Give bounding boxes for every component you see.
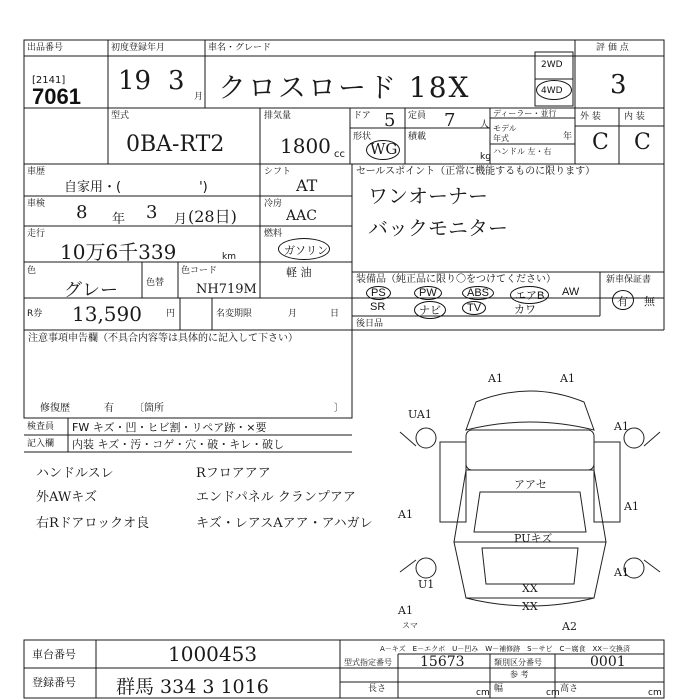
later-items-label: 後日品 — [356, 319, 384, 329]
remark-2: Rフロアアア — [196, 466, 271, 481]
drive-4wd: 4WD — [541, 86, 563, 96]
model-value: 0BA-RT2 — [126, 132, 225, 157]
lot-code: [2141] — [32, 75, 66, 86]
lot-number: 7061 — [32, 84, 81, 109]
diagram-label-a1-left-mid: A1 — [398, 508, 413, 521]
checker-row-1: FW キズ・凹・ヒビ割・リペア跡・×要 — [72, 421, 267, 434]
shift-value: AT — [296, 176, 318, 195]
repair-history-label: 修復歴 — [40, 403, 70, 414]
diagram-label-ua1: UA1 — [408, 408, 432, 421]
height-unit: cm — [648, 688, 662, 698]
inspection-day: (28日) — [188, 207, 237, 226]
mileage-label: 走行 — [27, 229, 46, 239]
capacity-unit: 人 — [480, 120, 490, 130]
remark-5: 右Rドアロックオ良 — [36, 516, 150, 531]
shape-value: WG — [370, 140, 398, 158]
equipment-label: 装備品（純正品に限り〇をつけてください） — [356, 274, 556, 285]
drive-2wd: 2WD — [541, 60, 563, 70]
record-label: 記入欄 — [27, 439, 55, 449]
selling-point-2: バックモニター — [368, 216, 508, 240]
diagram-label-a1-bottom-left: A1 — [398, 604, 413, 617]
diagram-label-a1-right-lower: A1 — [614, 566, 629, 579]
first-reg-label: 初度登録年月 — [111, 43, 166, 53]
model-year-label: モデル年式 — [493, 124, 517, 143]
first-reg-month-suffix: 月 — [194, 92, 204, 102]
model-spec-value: 15673 — [420, 654, 465, 670]
equipment-item: ナビ — [414, 301, 446, 319]
displacement-value: 1800 — [280, 134, 331, 158]
equipment-item: PW — [414, 286, 442, 300]
model-year-char: 年 — [563, 132, 573, 142]
diagram-label-bumper: スマ — [402, 621, 418, 630]
handle-label: ハンドル 左・右 — [493, 147, 552, 156]
chassis-value: 1000453 — [168, 642, 258, 666]
car-name-label: 車名・グレード — [208, 43, 272, 53]
repair-history-value: 有 — [104, 403, 114, 414]
selling-point-1: ワンオーナー — [368, 184, 488, 208]
diagram-label-a1-right-upper: A1 — [614, 420, 629, 433]
mileage-value: 10万6千339 — [60, 240, 177, 264]
equipment-row-1 — [360, 286, 600, 300]
warranty-yes: 有 — [617, 295, 628, 308]
inspection-month-char: 月 — [174, 212, 188, 227]
shift-label: シフト — [264, 167, 292, 177]
first-reg-year: 19 — [118, 66, 152, 96]
equipment-row-2 — [360, 301, 600, 315]
diagram-label-xx-1: XX — [522, 582, 538, 595]
name-change-label: 名変期限 — [216, 309, 253, 319]
displacement-label: 排気量 — [264, 111, 292, 121]
inspection-month: 3 — [146, 202, 158, 223]
warranty-no: 無 — [644, 295, 655, 308]
color-value: グレー — [64, 280, 118, 301]
equipment-item: カワ — [514, 304, 536, 316]
equipment-item: TV — [462, 301, 486, 315]
diagram-label-roof: アアセ — [514, 478, 547, 491]
color-code-label: 色コード — [181, 266, 218, 276]
color-change-label: 色替 — [146, 278, 165, 288]
damage-legend: A－キズ E－エクボ U－凹み W－補修跡 S－サビ C－腐食 XX－交換済 — [380, 645, 631, 653]
diagram-label-a1-right-mid: A1 — [624, 500, 639, 513]
rating-label: 評 価 点 — [596, 43, 629, 53]
doors-value: 5 — [384, 110, 396, 131]
interior-grade: C — [634, 130, 651, 155]
first-reg-month: 3 — [168, 66, 185, 96]
recycle-value: 13,590 — [72, 302, 142, 326]
width-unit: cm — [546, 688, 560, 698]
capacity-value: 7 — [444, 110, 456, 131]
name-change-month: 月 — [288, 309, 298, 319]
load-unit: kg — [480, 152, 491, 162]
remark-1: ハンドルスレ — [36, 466, 114, 481]
repair-place-close: 〕 — [334, 403, 344, 414]
shape-label: 形状 — [353, 132, 372, 142]
inspection-year: 8 — [76, 202, 88, 223]
car-name: クロスロード 18X — [218, 71, 471, 104]
load-label: 積載 — [408, 132, 427, 142]
length-label: 長さ — [368, 684, 387, 694]
diagram-label-rear: PUキズ — [514, 532, 553, 545]
notes-label: 注意事項申告欄（不具合内容等は具体的に記入して下さい） — [28, 333, 298, 344]
registration-label: 登録番号 — [32, 676, 76, 689]
color-label: 色 — [27, 266, 37, 276]
color-code: NH719M — [196, 282, 257, 297]
fuel-diesel: 軽 油 — [286, 266, 312, 279]
capacity-label: 定員 — [408, 111, 427, 121]
registration-value: 群馬 334 3 1016 — [116, 676, 269, 698]
remark-3: 外AWキズ — [36, 490, 97, 505]
length-unit: cm — [476, 688, 490, 698]
model-label: 型式 — [111, 111, 130, 121]
item-no-label: 出品番号 — [27, 43, 64, 53]
inspection-label: 車検 — [27, 199, 46, 209]
fuel-gas: ガソリン — [284, 244, 328, 257]
recycle-yen: 円 — [166, 309, 176, 319]
cc-unit: cc — [334, 149, 345, 160]
class-label: 類別区分番号 — [494, 658, 542, 667]
remark-4: エンドパネル クランプアア — [196, 490, 356, 505]
checker-row-2: 内装 キズ・汚・コゲ・穴・破・キレ・破し — [72, 438, 285, 451]
equipment-item: エアB — [510, 286, 549, 304]
equipment-item: PS — [366, 286, 391, 300]
interior-label: 内 装 — [624, 112, 645, 122]
ac-value: AAC — [286, 208, 317, 224]
diagram-label-a1-top-left: A1 — [488, 372, 503, 385]
diagram-label-xx-2: XX — [522, 600, 538, 613]
history-value: 自家用・( ') — [64, 180, 208, 195]
exterior-label: 外 装 — [580, 112, 601, 122]
doors-label: ドア — [353, 111, 371, 121]
ac-label: 冷房 — [264, 199, 283, 209]
warranty-label: 新車保証書 — [606, 275, 652, 285]
equipment-item: ABS — [462, 286, 494, 300]
name-change-day: 日 — [330, 309, 340, 319]
selling-points-label: セールスポイント（正常に機能するものに限ります） — [356, 166, 596, 177]
inspection-year-char: 年 — [112, 212, 126, 227]
rating-value: 3 — [610, 70, 627, 100]
chassis-label: 車台番号 — [32, 648, 76, 661]
dealer-label: ディーラー・並行 — [493, 109, 557, 118]
class-value: 0001 — [590, 654, 626, 670]
repair-place: 〔箇所 — [134, 403, 164, 414]
diagram-label-u1: U1 — [418, 578, 435, 591]
checker-label: 検査員 — [27, 422, 55, 432]
width-label: 幅 — [494, 684, 504, 694]
height-label: 高さ — [560, 684, 579, 694]
exterior-grade: C — [592, 130, 609, 155]
mileage-unit: km — [222, 252, 236, 262]
history-label: 車歴 — [27, 167, 46, 177]
reference-label: 参 考 — [510, 670, 529, 679]
model-spec-label: 型式指定番号 — [344, 658, 392, 667]
diagram-label-a2: A2 — [562, 620, 577, 633]
remark-6: キズ・レアスAアア・アハガレ — [196, 516, 373, 531]
diagram-label-a1-top-right: A1 — [560, 372, 575, 385]
equipment-item: AW — [562, 286, 580, 298]
equipment-item: SR — [370, 301, 386, 313]
fuel-label: 燃料 — [264, 229, 283, 239]
recycle-label: R券 — [27, 309, 43, 319]
